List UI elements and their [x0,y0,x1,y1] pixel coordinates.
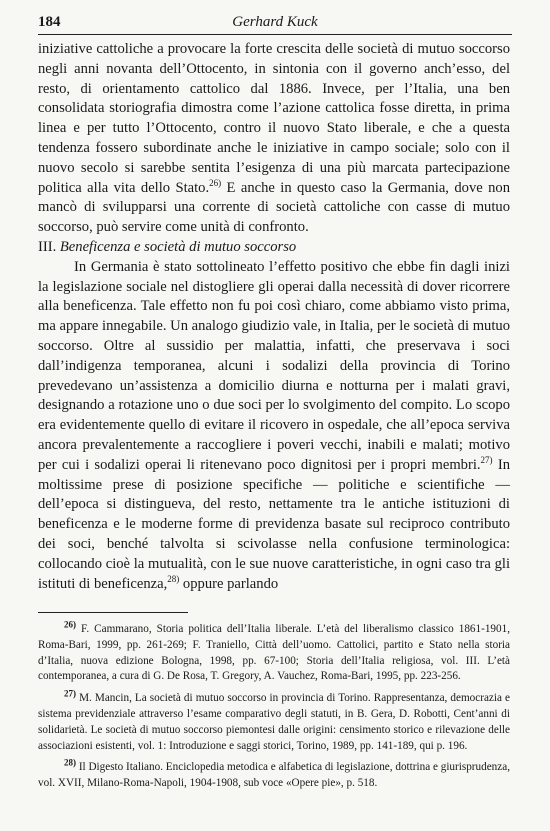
page-number: 184 [38,14,61,30]
page-header [38,12,512,35]
footnote-ref-26: 26) [209,177,222,188]
section-number: III. [38,238,57,255]
footnote-28: $^{28)}$ Il Digesto Italiano. Enciclopedia metodica e alfabetica di legislazione, dottrina e giurisprudenza, vol. XVII, Milano-Roma-Napoli, 1904-1908, sub voce «Opere pie», p. 518. [38,757,510,790]
footnotes [38,619,511,798]
footnote-divider [38,612,188,613]
paragraph-2: In Germania è stato sottolineato l’effetto positivo che ebbe fin dagli inizi la legislazione sociale nel distogliere gli operai dalla necessità di dover ricorrere alla beneficenza. Tale effetto non fu poi così chiaro, come abbiamo visto prima, ma appare innegabile. Un analogo giudizio vale, in Italia, per le società di mutuo soccorso. Oltre al sussidio per malattia, infatti, che preservava i soci dall’indigenza temporanea, alcuni i sodalizi della provincia di Torino prevedevano un’assistenza a domicilio diurna e notturna per i malati gravi, designando a rotazione uno o due soci per lo svolgimento del compito. Lo scopo era evidentemente quello di evitare il ricovero in ospedale, che all’epoca serviva ancora prevalentemente a raccogliere i poveri vecchi, inabili e malati; motivo per cui i sodalizi operai li ritenevano poco dignitosi per i propri membri.$^{27)}$ In moltissime prese di posizione specifiche — politiche e scientifiche — dell’epoca si distingueva, del resto, nettamente tra le antiche istituzioni di beneficenza e le moderne forme di previdenza basate sul reciproco contributo dei soci, benché talvolta si scivolasse nella confusione terminologica: collocando cioè la mutualità, con le sue nuove caratteristiche, in ogni caso tra gli istituti di beneficenza,$^{28)}$ oppure parlando [38,258,510,592]
footnote-26: $^{26)}$ F. Cammarano, Storia politica dell’Italia liberale. L’età del liberalismo classico 1861-1901, Roma-Bari, 1999, pp. 261-269; F. Traniello, Città dell’uomo. Cattolici, partito e Stato nella storia d’Italia, nuova edizione Bologna, 1998, pp. 67-100; Storia dell’Italia religiosa, vol. III. L’età contemporanea, a cura di G. De Rosa, T. Gregory, A. Vauchez, Roma-Bari, 1995, pp. 223-256. [38,619,511,683]
section-heading [38,238,510,258]
paragraph-1: iniziative cattoliche a provocare la forte crescita delle società di mutuo soccorso negli anni novanta dell’Ottocento, in sintonia con il governo anch’esso, del resto, di orientamento cattolico dal 1886. Invece, per l’Italia, una ben consolidata storiografia dimostra come l’azione cattolica fosse diretta, in prima linea e per tutto l’Ottocento, contro il nuovo Stato liberale, e che a questa tendenza fossero subordinate anche le iniziative in campo sociale; solo con il nuovo secolo si sarebbe sentita l’esigenza di una più marcata partecipazione politica alla vita dello Stato.$^{26)}$ E anche in questo caso la Germania, dove non mancò di svilupparsi una corrente di società cattoliche con casse di mutuo soccorso, può servire come unità di confronto. [38,41,511,236]
footnote-ref-28: 28) [167,573,180,584]
section-title: Beneficenza e società di mutuo soccorso [59,238,297,255]
running-head: Gerhard Kuck [232,14,318,30]
footnote-ref-27: 27) [480,454,493,465]
main-text [38,40,510,594]
footnote-27: $^{27)}$ M. Mancin, La società di mutuo soccorso in provincia di Torino. Rappresentanza, democrazia e sistema previdenziale attraverso l’esame comparativo degli statuti, in B. Gera, D. Robotti, Cent’anni di solidarietà. Le società di mutuo soccorso piemontesi dalle origini: censimento storico e rilevazione delle associazioni esistenti, vol. 1: Introduzione e saggi storici, Torino, 1989, pp. 141-189, qui p. 196. [38,688,511,752]
